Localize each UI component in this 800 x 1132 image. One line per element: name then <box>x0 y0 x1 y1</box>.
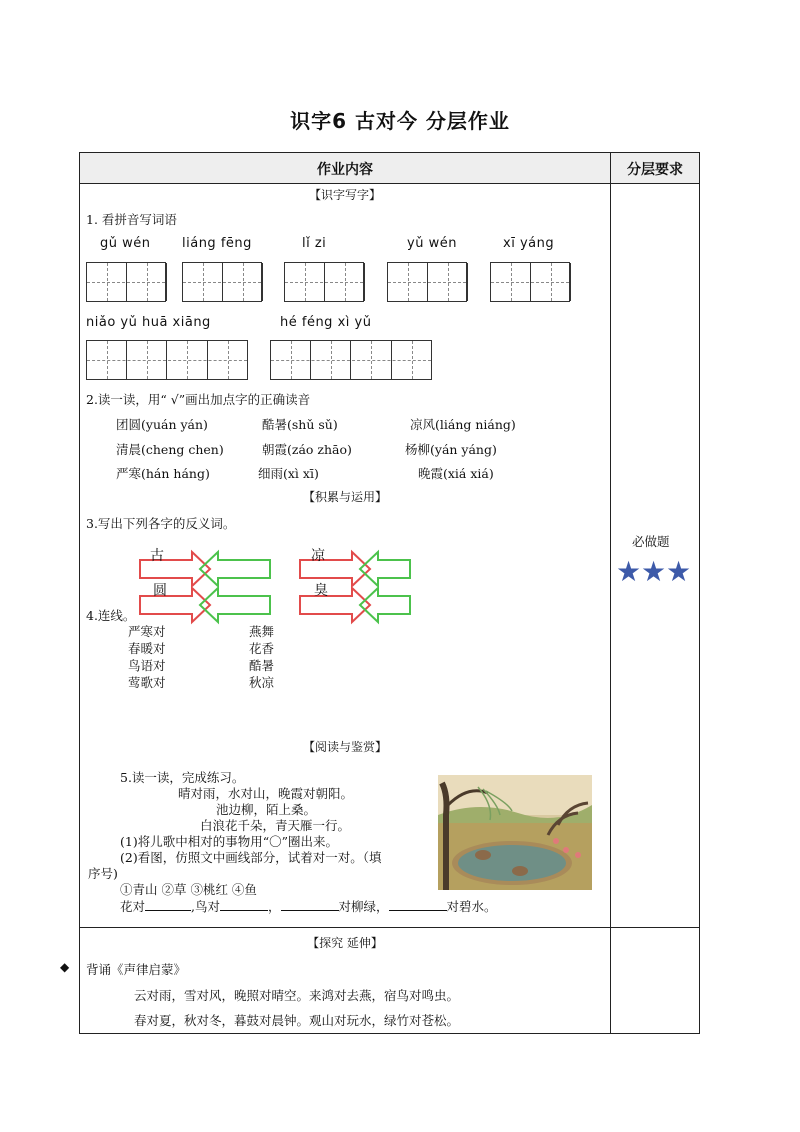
writing-grid[interactable] <box>387 262 467 302</box>
antonym-char: 圆 <box>153 583 167 599</box>
column-divider <box>610 153 611 1033</box>
q1-label: 1. 看拼音写词语 <box>86 212 177 227</box>
writing-grid[interactable] <box>86 340 248 380</box>
reading-item: 严寒(hán háng) <box>116 466 210 481</box>
pinyin: gǔ wén <box>100 236 151 251</box>
reading-item: 细雨(xì xī) <box>258 466 319 481</box>
pond-illustration <box>438 775 592 890</box>
match-left: 鸟语对 <box>128 658 166 673</box>
answer-blank[interactable] <box>145 898 191 911</box>
fill-text: 对碧水。 <box>446 899 497 914</box>
match-right: 秋凉 <box>249 675 275 690</box>
reading-item: 凉风(liáng niáng) <box>410 417 516 432</box>
fill-text: ， <box>268 899 281 914</box>
match-right: 酷暑 <box>249 658 275 673</box>
reading-item: 团圆(yuán yán) <box>116 417 208 432</box>
match-left: 莺歌对 <box>128 675 166 690</box>
section-heading-accumulation: 【积累与运用】 <box>302 490 387 504</box>
bullet-icon: ◆ <box>60 960 70 974</box>
q4-label: 4.连线。 <box>86 608 136 623</box>
fill-text: 花对 <box>120 899 146 914</box>
reading-item: 杨柳(yán yáng) <box>405 442 497 457</box>
pinyin: liáng fēng <box>182 236 252 251</box>
writing-grid[interactable] <box>182 262 262 302</box>
pinyin: xī yáng <box>503 236 555 251</box>
row-divider <box>80 927 699 928</box>
pinyin: hé féng xì yǔ <box>280 315 372 330</box>
answer-blank[interactable] <box>389 898 447 911</box>
q5-options: ①青山 ②草 ③桃红 ④鱼 <box>120 882 257 897</box>
star-icon: ★ <box>666 555 692 588</box>
col-header-level: 分层要求 <box>627 162 683 178</box>
ext-line: 云对雨，雪对风，晚照对晴空。来鸿对去燕，宿鸟对鸣虫。 <box>134 988 460 1003</box>
q5-fill-line <box>120 897 497 915</box>
q3-label: 3.写出下列各字的反义词。 <box>86 516 236 531</box>
writing-grid[interactable] <box>86 262 166 302</box>
star-icon: ★ <box>616 555 642 588</box>
antonym-char: 臭 <box>314 583 328 599</box>
match-right: 燕舞 <box>249 624 275 639</box>
antonym-arrows <box>130 540 420 626</box>
col-header-content: 作业内容 <box>317 162 373 178</box>
reading-item: 酷暑(shǔ sǔ) <box>262 417 338 432</box>
ext-line: 春对夏，秋对冬，暮鼓对晨钟。观山对玩水，绿竹对苍松。 <box>134 1013 460 1028</box>
pinyin: niǎo yǔ huā xiāng <box>86 315 211 330</box>
reading-item: 清晨(cheng chen) <box>116 442 224 457</box>
poem-line: 白浪花千朵，青天雁一行。 <box>200 818 351 833</box>
antonym-char: 古 <box>150 548 164 564</box>
antonym-char: 凉 <box>311 548 325 564</box>
match-left: 春暖对 <box>128 641 166 656</box>
page-title: 识字6 古对今 分层作业 <box>290 109 510 133</box>
answer-blank[interactable] <box>220 898 268 911</box>
ext-label: 背诵《声律启蒙》 <box>86 962 187 977</box>
section-heading-reading: 【阅读与鉴赏】 <box>302 740 387 754</box>
pinyin: yǔ wén <box>407 236 457 251</box>
q5-sub2b: 序号) <box>88 866 118 881</box>
writing-grid[interactable] <box>284 262 364 302</box>
required-label: 必做题 <box>632 534 670 549</box>
q5-label: 5.读一读，完成练习。 <box>120 770 245 785</box>
fill-text: 对柳绿， <box>338 899 389 914</box>
star-icon: ★ <box>641 555 667 588</box>
header-divider <box>80 183 699 184</box>
match-right: 花香 <box>249 641 275 656</box>
left-arrow-green <box>360 588 410 622</box>
q5-sub1: (1)将儿歌中相对的事物用“〇”圈出来。 <box>120 834 338 849</box>
writing-grid[interactable] <box>270 340 432 380</box>
left-arrow-green <box>360 552 410 586</box>
poem-line: 池边柳，陌上桑。 <box>216 802 317 817</box>
writing-grid[interactable] <box>490 262 570 302</box>
section-heading-literacy: 【识字写字】 <box>308 188 381 202</box>
q5-sub2: (2)看图，仿照文中画线部分，试着对一对。（填 <box>120 850 382 865</box>
reading-item: 晚霞(xiá xiá) <box>418 466 494 481</box>
pinyin: lǐ zi <box>302 236 327 251</box>
fill-text: ,鸟对 <box>191 899 220 914</box>
answer-blank[interactable] <box>281 898 339 911</box>
q2-label: 2.读一读，用“ √”画出加点字的正确读音 <box>86 392 311 407</box>
reading-item: 朝霞(záo zhāo) <box>262 442 352 457</box>
match-left: 严寒对 <box>128 624 166 639</box>
poem-line: 晴对雨，水对山，晚霞对朝阳。 <box>178 786 354 801</box>
section-heading-extension: 【探究 延伸】 <box>307 936 383 950</box>
